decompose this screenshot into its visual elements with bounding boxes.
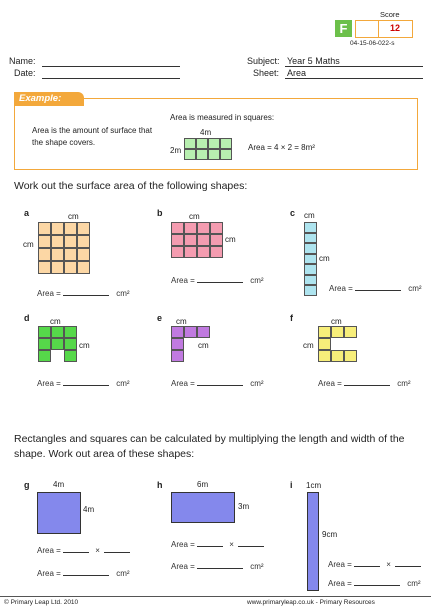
height-label-h: 3m: [238, 502, 250, 511]
example-square: [220, 149, 232, 160]
grid-square: [77, 248, 90, 261]
shape-i: [307, 492, 319, 591]
subject-label: Subject:: [247, 56, 280, 66]
empty-cell: [344, 338, 357, 350]
item-letter-d: d: [24, 313, 30, 323]
grid-square: [38, 222, 51, 235]
footer-rule: [0, 596, 431, 597]
example-square: [184, 138, 196, 149]
sheet-label: Sheet:: [253, 68, 280, 78]
grid-square: [171, 338, 184, 350]
grid-square: [318, 326, 331, 338]
grid-square: [64, 248, 77, 261]
grid-square: [51, 261, 64, 274]
grid-square: [77, 261, 90, 274]
grid-square: [210, 246, 223, 258]
grid-square: [210, 234, 223, 246]
sheet-line: [285, 78, 423, 79]
example-definition: Area is the amount of surface that the shape covers.: [32, 126, 153, 147]
grid-square: [64, 261, 77, 274]
item-letter-a: a: [24, 208, 30, 218]
example-square: [208, 138, 220, 149]
logo-letter: F: [339, 21, 348, 36]
grid-square: [51, 235, 64, 248]
example-square: [208, 149, 220, 160]
grid-square: [51, 248, 64, 261]
width-label-d: cm: [50, 317, 61, 326]
item-letter-f: f: [290, 313, 293, 323]
grid-square: [38, 326, 51, 338]
answer-d[interactable]: Area = cm²: [37, 379, 130, 388]
grid-square: [304, 222, 317, 233]
example-measured-text: Area is measured in squares:: [170, 113, 275, 122]
shape-h: [171, 492, 235, 523]
empty-cell: [184, 338, 197, 350]
section2-instruction: Rectangles and squares can be calculated by multiplying the length and width of the shape. Work out area of these shapes:: [14, 433, 405, 460]
answer-g-multiply[interactable]: Area = ×: [37, 546, 130, 555]
empty-cell: [51, 350, 64, 362]
example-square: [196, 149, 208, 160]
name-field[interactable]: [42, 66, 180, 67]
example-tag: Example:: [14, 92, 84, 106]
height-label-g: 4m: [83, 505, 95, 514]
grid-square: [38, 350, 51, 362]
shape-f: [318, 326, 357, 362]
answer-h-result[interactable]: Area = cm²: [171, 562, 264, 571]
item-letter-e: e: [157, 313, 163, 323]
width-label-b: cm: [189, 212, 200, 221]
grid-square: [51, 326, 64, 338]
grid-square: [64, 350, 77, 362]
grid-square: [304, 233, 317, 244]
grid-square: [304, 275, 317, 286]
grid-square: [331, 350, 344, 362]
answer-b[interactable]: Area = cm²: [171, 276, 264, 285]
width-label-h: 6m: [197, 480, 209, 489]
date-field[interactable]: [42, 78, 180, 79]
empty-cell: [197, 350, 210, 362]
grid-square: [64, 235, 77, 248]
grid-square: [171, 222, 184, 234]
height-label-i: 9cm: [322, 530, 338, 539]
example-square: [196, 138, 208, 149]
sheet-value: Area: [287, 68, 307, 78]
shape-e: [171, 326, 210, 362]
example-square: [184, 149, 196, 160]
grid-square: [38, 235, 51, 248]
grid-square: [171, 234, 184, 246]
example-height-label: 2m: [170, 146, 182, 155]
score-box: [355, 20, 413, 38]
grid-square: [184, 222, 197, 234]
width-label-i: 1cm: [306, 481, 322, 490]
grid-square: [318, 350, 331, 362]
grid-square: [38, 261, 51, 274]
empty-cell: [184, 350, 197, 362]
grid-square: [171, 326, 184, 338]
answer-h-multiply[interactable]: Area = ×: [171, 540, 264, 549]
grid-square: [318, 338, 331, 350]
grid-square: [184, 326, 197, 338]
grid-square: [344, 326, 357, 338]
height-label-f: cm: [303, 341, 314, 350]
grid-square: [304, 243, 317, 254]
name-label: Name:: [9, 56, 36, 66]
answer-f[interactable]: Area = cm²: [318, 379, 411, 388]
subject-line: [285, 66, 423, 67]
grid-square: [51, 222, 64, 235]
width-label-a: cm: [68, 212, 79, 221]
grid-square: [184, 246, 197, 258]
shape-c: [304, 222, 317, 296]
grid-square: [197, 326, 210, 338]
example-width-label: 4m: [200, 128, 212, 137]
answer-c[interactable]: Area = cm²: [329, 284, 422, 293]
width-label-e: cm: [176, 317, 187, 326]
empty-cell: [331, 338, 344, 350]
grid-square: [38, 338, 51, 350]
answer-a[interactable]: Area = cm²: [37, 289, 130, 298]
width-label-f: cm: [331, 317, 342, 326]
grid-square: [197, 234, 210, 246]
score-label: Score: [380, 10, 400, 19]
height-label-d: cm: [79, 341, 90, 350]
item-letter-h: h: [157, 480, 163, 490]
subject-value: Year 5 Maths: [287, 56, 340, 66]
logo-icon: [335, 20, 352, 37]
height-label-b: cm: [225, 235, 236, 244]
shape-d: [38, 326, 77, 362]
width-label-c: cm: [304, 211, 315, 220]
grid-square: [64, 338, 77, 350]
footer-left: © Primary Leap Ltd. 2010: [4, 599, 79, 606]
grid-square: [77, 222, 90, 235]
date-label: Date:: [14, 68, 36, 78]
grid-square: [331, 326, 344, 338]
grid-square: [304, 264, 317, 275]
section1-instruction: Work out the surface area of the following shapes:: [14, 180, 248, 192]
height-label-a: cm: [23, 240, 34, 249]
grid-square: [38, 248, 51, 261]
grid-square: [304, 254, 317, 265]
grid-square: [171, 246, 184, 258]
example-grid: [184, 138, 232, 160]
example-formula: Area = 4 × 2 = 8m²: [248, 143, 315, 152]
answer-g-result[interactable]: Area = cm²: [37, 569, 130, 578]
score-value: 12: [389, 23, 400, 33]
shape-g: [37, 492, 81, 534]
shape-a: [38, 222, 90, 274]
shape-b: [171, 222, 223, 258]
answer-i-multiply[interactable]: Area = ×: [328, 560, 421, 569]
grid-square: [344, 350, 357, 362]
example-square: [220, 138, 232, 149]
grid-square: [64, 326, 77, 338]
answer-e[interactable]: Area = cm²: [171, 379, 264, 388]
grid-square: [77, 235, 90, 248]
grid-square: [210, 222, 223, 234]
height-label-e: cm: [198, 341, 209, 350]
grid-square: [184, 234, 197, 246]
grid-square: [304, 285, 317, 296]
grid-square: [64, 222, 77, 235]
answer-i-result[interactable]: Area = cm²: [328, 579, 421, 588]
item-letter-g: g: [24, 480, 30, 490]
empty-cell: [197, 338, 210, 350]
grid-square: [171, 350, 184, 362]
item-letter-b: b: [157, 208, 163, 218]
item-letter-i: i: [290, 480, 293, 490]
footer-right: www.primaryleap.co.uk - Primary Resources: [247, 599, 375, 606]
header-code: 04-15-06-022-s: [350, 40, 395, 47]
width-label-g: 4m: [53, 480, 65, 489]
grid-square: [51, 338, 64, 350]
height-label-c: cm: [319, 254, 330, 263]
grid-square: [197, 246, 210, 258]
item-letter-c: c: [290, 208, 296, 218]
grid-square: [197, 222, 210, 234]
